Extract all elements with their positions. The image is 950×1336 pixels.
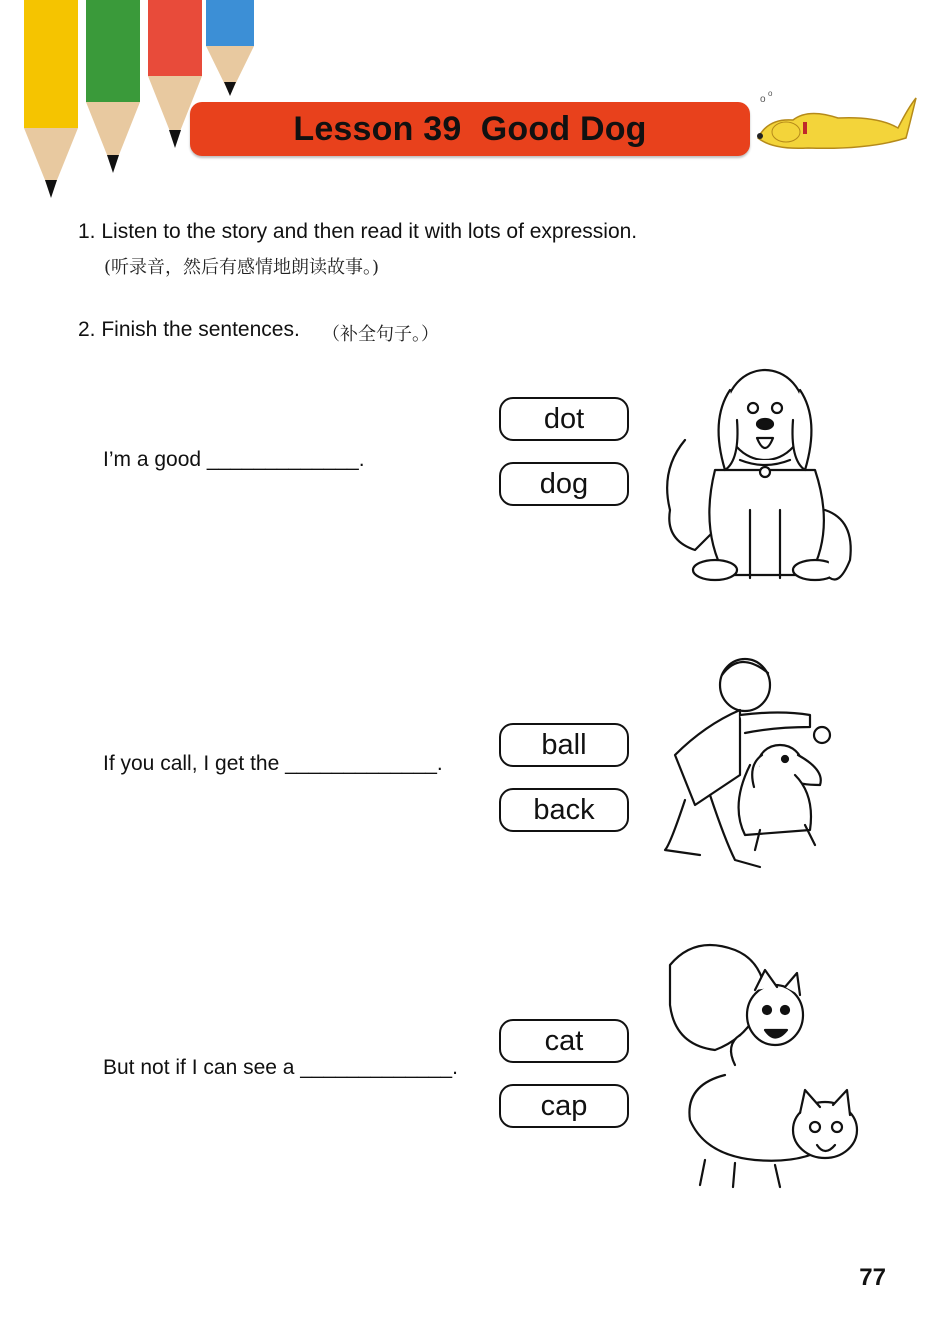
svg-text:o: o <box>768 89 773 98</box>
lesson-title-banner <box>190 102 750 156</box>
blue-pencil-icon <box>206 0 254 96</box>
exercise-3-sentence: But not if I can see a _____________. <box>103 1056 458 1079</box>
instruction-2: 2. Finish the sentences. <box>78 318 300 341</box>
exercise-3-option-cat[interactable]: cat <box>499 1019 629 1063</box>
sitting-dog-icon <box>655 360 870 595</box>
instruction-1: 1. Listen to the story and then read it with lots of expression. <box>78 220 638 243</box>
exercise-2-option-ball[interactable]: ball <box>499 723 629 767</box>
sleeping-dog-icon <box>748 88 918 158</box>
exercise-3-option-cap[interactable]: cap <box>499 1084 629 1128</box>
exercise-1-sentence: I’m a good _____________. <box>103 448 365 471</box>
exercise-2-option-back[interactable]: back <box>499 788 629 832</box>
exercise-2-sentence: If you call, I get the _____________. <box>103 752 443 775</box>
yellow-pencil-icon <box>24 0 78 198</box>
exercise-1-option-dot[interactable]: dot <box>499 397 629 441</box>
lesson-title: Lesson 39 Good Dog <box>293 109 647 148</box>
page-number: 77 <box>859 1264 886 1291</box>
green-pencil-icon <box>86 0 140 173</box>
instruction-1-cn: (听录音，然后有感情地朗读故事。) <box>104 257 380 278</box>
exercise-1-option-dog[interactable]: dog <box>499 462 629 506</box>
dog-and-cat-icon <box>665 935 875 1195</box>
svg-text:o: o <box>760 94 766 105</box>
boy-throwing-ball-icon <box>650 655 840 885</box>
instruction-2-cn: （补全句子。） <box>322 324 439 345</box>
